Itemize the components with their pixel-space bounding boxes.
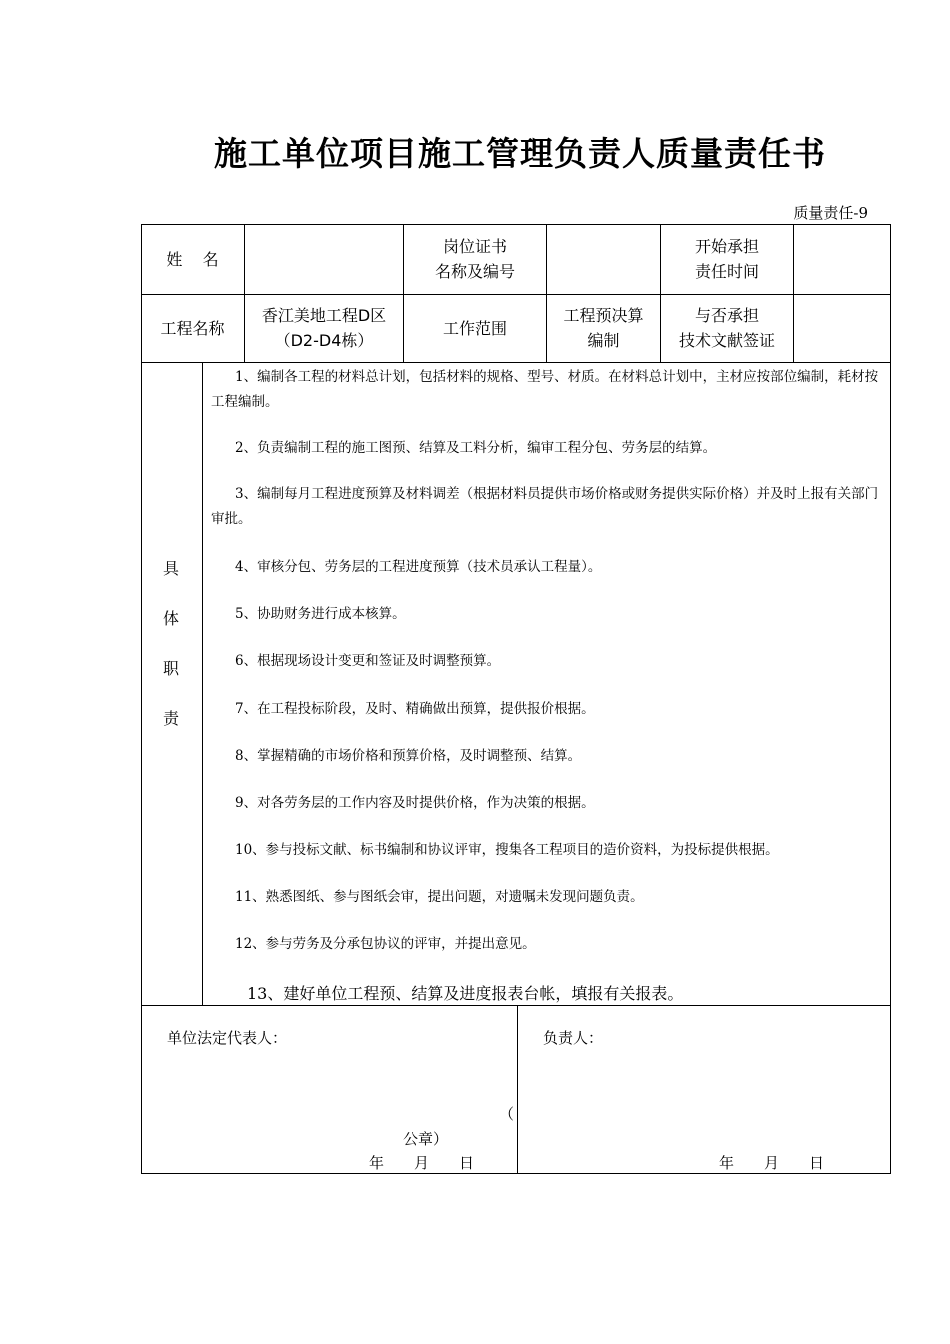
work-scope-value: 工程预决算 编制 (563, 306, 644, 350)
duty-item: 1、编制各工程的材料总计划，包括材料的规格、型号、材质。在材料总计划中，主材应按部位编制，耗材按工程编制。 (211, 369, 879, 410)
duty-item: 9、对各劳务层的工作内容及时提供价格，作为决策的根据。 (235, 795, 595, 811)
duties-label-char: 体 (163, 609, 180, 628)
duties-label-char: 具 (163, 559, 180, 578)
start-time-label: 开始承担 责任时间 (694, 237, 759, 281)
responsible-person-label: 负责人： (543, 1029, 604, 1047)
duty-item: 13、建好单位工程预、结算及进度报表台帐，填报有关报表。 (247, 984, 684, 1003)
tech-sign-value[interactable] (794, 294, 890, 362)
left-date: 年 月 日 (369, 1154, 475, 1172)
seal-text: 公章） (403, 1130, 449, 1148)
duty-item: 3、编制每月工程进度预算及材料调差（根据材料员提供市场价格或财务提供实际价格）并及时上报有关部门审批。 (211, 486, 879, 527)
work-scope-label: 工作范围 (442, 318, 507, 338)
tech-sign-label: 与否承担 技术文献签证 (678, 306, 775, 350)
start-time-value[interactable] (794, 224, 890, 294)
cert-label: 岗位证书 名称及编号 (434, 237, 515, 281)
duty-item: 5、协助财务进行成本核算。 (235, 606, 406, 622)
document-title: 施工单位项目施工管理负责人质量责任书 (214, 134, 826, 173)
duty-item: 2、负责编制工程的施工图预、结算及工料分析，编审工程分包、劳务层的结算。 (235, 440, 717, 456)
seal-bracket: （ (499, 1105, 515, 1123)
duty-item: 10、参与投标文献、标书编制和协议评审，搜集各工程项目的造价资料，为投标提供根据。 (235, 842, 779, 858)
legal-rep-label: 单位法定代表人： (167, 1029, 288, 1047)
project-name-value: 香江美地工程D区 （D2-D4栋） (261, 306, 387, 350)
cert-value[interactable] (547, 224, 660, 294)
duty-item: 7、在工程投标阶段，及时、精确做出预算，提供报价根据。 (235, 701, 595, 717)
right-date: 年 月 日 (719, 1154, 825, 1172)
duty-item: 11、熟悉图纸、参与图纸会审，提出问题，对遗嘱未发现问题负责。 (235, 889, 644, 905)
duty-item: 8、掌握精确的市场价格和预算价格，及时调整预、结算。 (235, 748, 582, 764)
document-number: 质量责任-9 (793, 204, 868, 222)
responsibility-table (141, 224, 891, 1174)
duties-label-char: 责 (163, 709, 180, 728)
name-value[interactable] (245, 224, 403, 294)
name-label: 姓 名 (166, 249, 219, 269)
duty-item: 6、根据现场设计变更和签证及时调整预算。 (235, 653, 501, 669)
project-name-label: 工程名称 (160, 318, 225, 338)
duties-label-char: 职 (163, 659, 180, 678)
duty-item: 4、审核分包、劳务层的工程进度预算（技术员承认工程量）。 (235, 559, 602, 575)
duty-item: 12、参与劳务及分承包协议的评审，并提出意见。 (235, 936, 536, 952)
